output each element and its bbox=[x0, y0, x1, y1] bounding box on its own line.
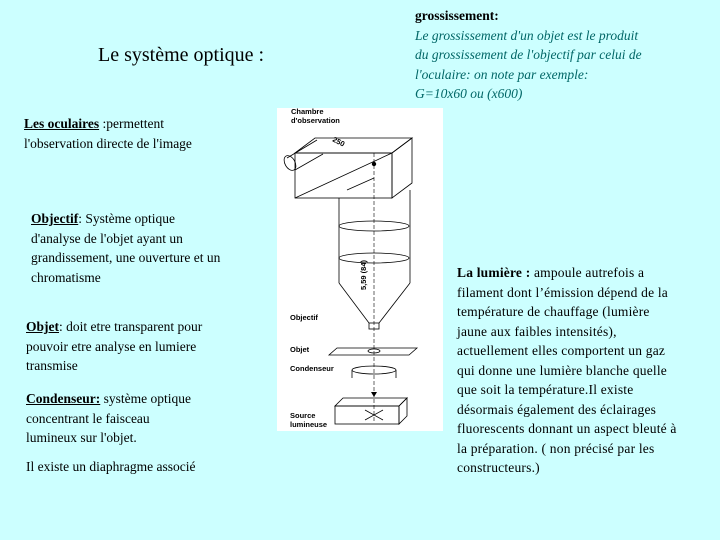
objectif-desc: : Système optique bbox=[78, 211, 175, 226]
objet-line2: pouvoir etre analyse en lumiere bbox=[26, 338, 197, 354]
lumiere-line: fluorescents donnant un aspect bleuté à bbox=[457, 421, 677, 436]
label-objet: Objet bbox=[290, 345, 310, 354]
eyepiece-tube bbox=[295, 154, 323, 170]
label-condenseur: Condenseur bbox=[290, 364, 334, 373]
grossissement-heading: grossissement: bbox=[415, 8, 499, 23]
label-source: Source bbox=[290, 411, 316, 420]
condenseur-term: Condenseur: bbox=[26, 391, 101, 406]
lumiere-line: que soit la température.Il existe bbox=[457, 382, 634, 397]
oculaires-term: Les oculaires bbox=[24, 116, 100, 131]
grossissement-line: l'oculaire: on note par exemple: bbox=[415, 66, 589, 82]
label-chambre: Chambre bbox=[291, 108, 324, 116]
condenseur-desc: système optique bbox=[100, 391, 192, 406]
objet-desc: : doit etre transparent pour bbox=[59, 319, 203, 334]
focus-point bbox=[372, 162, 376, 166]
objet-line3: transmise bbox=[26, 358, 78, 373]
oculaires-desc: :permettent bbox=[99, 116, 164, 131]
source-side bbox=[399, 398, 407, 424]
lumiere-term: La lumière : bbox=[457, 265, 531, 280]
lumiere-desc: ampoule autrefois a bbox=[530, 265, 645, 280]
lumiere-line: actuellement elles comportent un gaz bbox=[457, 343, 666, 358]
objet-term: Objet bbox=[26, 319, 59, 334]
objet-block bbox=[26, 317, 271, 376]
label-chambre: d'observation bbox=[291, 116, 340, 125]
oculaires-line2: l'observation directe de l'image bbox=[24, 135, 192, 151]
eyepiece-tube bbox=[287, 140, 317, 158]
lumiere-line: jaune aux faibles intensités), bbox=[457, 323, 617, 339]
chamber-mirror bbox=[295, 153, 392, 198]
page-title: Le système optique : bbox=[98, 44, 265, 66]
condenseur-line2: concentrant le faisceau bbox=[26, 410, 150, 426]
lumiere-line: qui donne une lumière blanche quelle bbox=[457, 362, 668, 378]
lumiere-line: constructeurs.) bbox=[457, 460, 540, 475]
beam-line bbox=[347, 178, 374, 190]
objectif-line1 bbox=[31, 209, 271, 229]
objet-line1 bbox=[26, 317, 271, 337]
source-front bbox=[335, 406, 399, 424]
condenseur-line1 bbox=[26, 389, 271, 409]
oculaires-block bbox=[24, 114, 274, 153]
microscope-svg bbox=[277, 108, 443, 431]
condenseur-line3: lumineux sur l'objet. bbox=[26, 430, 137, 445]
objectif-line4: chromatisme bbox=[31, 269, 101, 285]
lumiere-line: la préparation. ( non précisé par les bbox=[457, 440, 655, 456]
label-tube-length: 250 bbox=[331, 134, 347, 149]
objectif-block bbox=[31, 209, 271, 287]
label-objectif: Objectif bbox=[290, 313, 318, 322]
objective-cone bbox=[379, 283, 410, 323]
objectif-line2: d'analyse de l'objet ayant un bbox=[31, 230, 183, 246]
label-distance: 5,59 (84) bbox=[359, 259, 368, 290]
grossissement-line: G=10x60 ou (x600) bbox=[415, 86, 523, 101]
grossissement-line: Le grossissement d'un objet est le produit bbox=[415, 27, 639, 43]
label-source: lumineuse bbox=[290, 420, 328, 429]
lumiere-block bbox=[457, 263, 715, 478]
objectif-term: Objectif bbox=[31, 211, 79, 226]
source-top bbox=[335, 398, 407, 406]
condenseur-block bbox=[26, 389, 271, 448]
grossissement-block bbox=[415, 6, 715, 104]
diaphragme-text: Il existe un diaphragme associé bbox=[26, 459, 196, 474]
lumiere-line: désormais également des éclairages bbox=[457, 401, 657, 417]
lumiere-line: filament dont l’émission dépend de la bbox=[457, 284, 668, 300]
microscope-diagram bbox=[277, 108, 443, 431]
oculaires-line1 bbox=[24, 114, 274, 134]
chamber-side bbox=[392, 138, 412, 198]
grossissement-line: du grossissement de l'objectif par celui de bbox=[415, 47, 642, 62]
lumiere-line1 bbox=[457, 263, 715, 283]
objectif-line3: grandissement, une ouverture et un bbox=[31, 250, 221, 265]
light-arrow bbox=[371, 392, 377, 397]
lumiere-line: température de chauffage (lumière bbox=[457, 304, 650, 319]
